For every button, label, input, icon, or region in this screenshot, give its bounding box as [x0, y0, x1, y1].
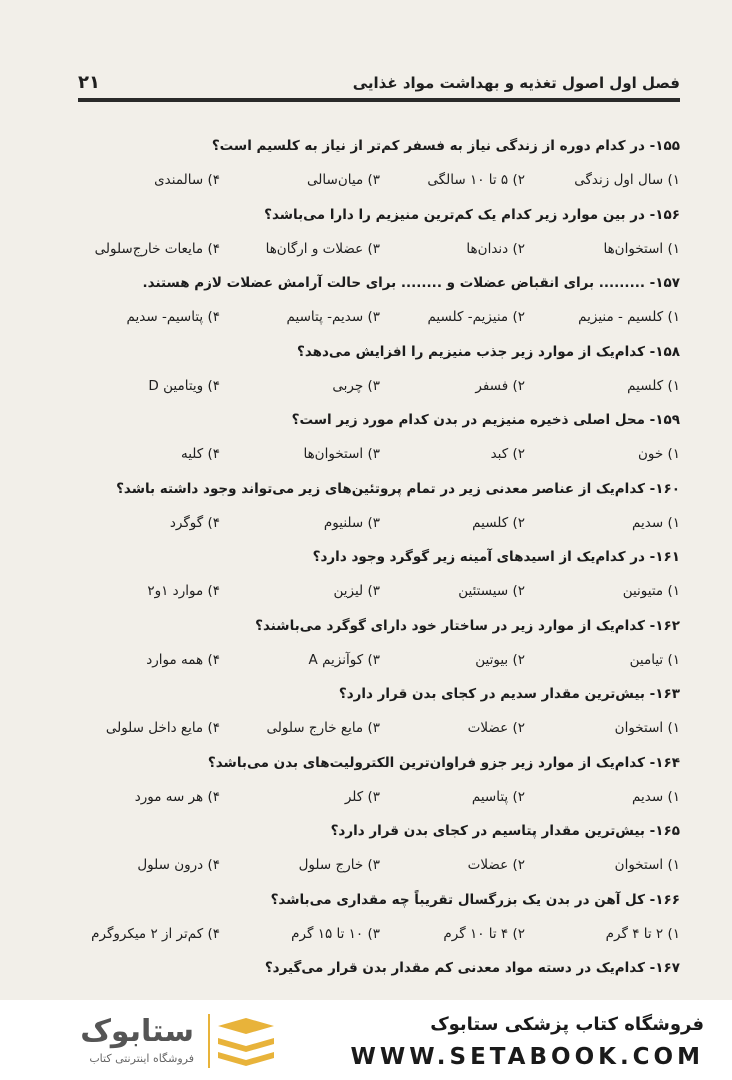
store-url[interactable]: WWW.SETABOOK.COM: [350, 1044, 704, 1070]
store-name: فروشگاه کتاب پزشکی ستابوک: [430, 1014, 704, 1035]
answer-option: ۴) همه موارد: [146, 651, 220, 668]
question-item: [40, 412, 680, 481]
question-item: [40, 618, 680, 687]
question-item: [40, 275, 680, 344]
answer-options: [40, 241, 680, 261]
answer-option: ۴) کم‌تر از ۲ میکروگرم: [91, 925, 220, 942]
answer-option: ۳) لیزین: [333, 583, 380, 599]
question-text: ۱۵۵- در کدام دوره از زندگی نیاز به فسفر کم‌تر از نیاز به کلسیم است؟: [211, 138, 680, 154]
question-item: [40, 755, 680, 824]
answer-option: ۴) مایع داخل سلولی: [105, 720, 220, 736]
question-item: [40, 549, 680, 618]
logo-wordmark: ستابوک: [80, 1014, 194, 1049]
answer-option: ۴) ویتامین D: [148, 377, 220, 394]
answer-option: ۱) سال اول زندگی: [574, 172, 680, 188]
answer-option: ۱) کلسیم - منیزیم: [578, 309, 680, 325]
answer-options: [40, 309, 680, 329]
question-item: [40, 344, 680, 413]
answer-options: [40, 515, 680, 535]
answer-options: [40, 789, 680, 809]
answer-option: ۴) درون سلول: [137, 857, 220, 873]
logo-tagline: فروشگاه اینترنتی کتاب: [89, 1052, 194, 1065]
answer-option: ۱) استخوان: [614, 720, 680, 736]
page-number: ۲۱: [78, 72, 100, 93]
question-list: [40, 138, 680, 980]
answer-option: ۳) کوآنزیم A: [308, 651, 380, 668]
answer-option: ۴) کلیه: [180, 446, 220, 462]
answer-option: ۲) کلسیم: [472, 514, 525, 531]
question-text: ۱۶۳- بیش‌ترین مقدار سدیم در کجای بدن قرار دارد؟: [338, 686, 680, 702]
answer-option: ۴) هر سه مورد: [134, 788, 220, 805]
store-logo[interactable]: [14, 1014, 194, 1070]
question-text: ۱۵۷- ......... برای انقباض عضلات و ........ برای حالت آرامش عضلات لازم هستند.: [142, 275, 680, 291]
answer-options: [40, 583, 680, 603]
answer-option: ۲) ۴ تا ۱۰ گرم: [443, 925, 525, 942]
answer-option: ۳) عضلات و ارگان‌ها: [265, 240, 380, 257]
answer-option: ۱) کلسیم: [627, 377, 680, 394]
chapter-title: فصل اول اصول تغذیه و بهداشت مواد غذایی: [352, 74, 680, 92]
question-item: [40, 686, 680, 755]
answer-option: ۲) منیزیم- کلسیم: [427, 309, 525, 325]
answer-option: ۲) پتاسیم: [471, 788, 525, 805]
question-item: [40, 892, 680, 961]
answer-option: ۳) سدیم- پتاسیم: [286, 309, 380, 325]
question-item: [40, 960, 680, 980]
answer-option: ۱) استخوان‌ها: [603, 240, 680, 257]
answer-options: [40, 720, 680, 740]
question-text: ۱۶۴- کدام‌یک از موارد زیر جزو فراوان‌ترین الکترولیت‌های بدن می‌باشد؟: [207, 754, 680, 771]
question-item: [40, 481, 680, 550]
question-item: [40, 207, 680, 276]
answer-options: [40, 378, 680, 398]
answer-option: ۱) استخوان: [614, 857, 680, 873]
answer-option: ۱) خون: [637, 446, 680, 462]
answer-option: ۱) متیونین: [622, 583, 680, 599]
question-item: [40, 823, 680, 892]
question-text: ۱۶۰- کدام‌یک از عناصر معدنی زیر در تمام پروتئین‌های زیر می‌تواند وجود داشته باشد؟: [116, 480, 680, 497]
answer-option: ۲) ۵ تا ۱۰ سالگی: [427, 172, 525, 188]
answer-option: ۳) ۱۰ تا ۱۵ گرم: [291, 925, 380, 942]
answer-option: ۴) مایعات خارج‌سلولی: [94, 240, 220, 257]
answer-option: ۱) تیامین: [629, 651, 680, 668]
book-stack-icon: [214, 1016, 278, 1068]
answer-option: ۲) عضلات: [467, 720, 525, 736]
store-banner: [0, 1000, 732, 1080]
answer-options: [40, 857, 680, 877]
answer-option: ۴) پتاسیم- سدیم: [126, 309, 220, 325]
banner-divider: [208, 1014, 210, 1068]
question-text: ۱۵۶- در بین موارد زیر کدام یک کم‌ترین منیزیم را دارا می‌باشد؟: [264, 206, 680, 223]
answer-option: ۳) میان‌سالی: [307, 172, 380, 188]
question-text: ۱۶۵- بیش‌ترین مقدار پتاسیم در کجای بدن قرار دارد؟: [330, 823, 680, 839]
question-text: ۱۶۲- کدام‌یک از موارد زیر در ساختار خود دارای گوگرد می‌باشند؟: [255, 617, 680, 634]
question-text: ۱۶۶- کل آهن در بدن یک بزرگسال تقریباً چه مقداری می‌باشد؟: [270, 891, 680, 908]
answer-option: ۳) سلنیوم: [323, 514, 380, 531]
page-header: [78, 72, 680, 98]
answer-option: ۲) عضلات: [467, 857, 525, 873]
answer-option: ۳) کلر: [344, 788, 380, 805]
answer-options: [40, 446, 680, 466]
answer-option: ۳) خارج سلول: [298, 857, 380, 873]
question-text: ۱۶۱- در کدام‌یک از اسیدهای آمینه زیر گوگرد وجود دارد؟: [312, 549, 680, 565]
answer-option: ۱) سدیم: [632, 514, 680, 531]
answer-option: ۱) سدیم: [632, 788, 680, 805]
answer-option: ۱) ۲ تا ۴ گرم: [605, 925, 680, 942]
answer-option: ۲) فسفر: [475, 377, 525, 394]
answer-option: ۴) گوگرد: [169, 514, 220, 531]
question-item: [40, 138, 680, 207]
answer-option: ۳) چربی: [332, 377, 380, 394]
answer-option: ۴) سالمندی: [154, 172, 220, 188]
question-text: ۱۵۸- کدام‌یک از موارد زیر جذب منیزیم را افزایش می‌دهد؟: [297, 343, 680, 360]
answer-options: [40, 926, 680, 946]
answer-option: ۳) مایع خارج سلولی: [266, 720, 380, 736]
answer-option: ۲) سیستئین: [458, 583, 525, 599]
answer-option: ۴) موارد ۱و۲: [147, 583, 220, 599]
answer-option: ۳) استخوان‌ها: [303, 446, 380, 462]
question-text: ۱۵۹- محل اصلی ذخیره منیزیم در بدن کدام مورد زیر است؟: [291, 412, 680, 428]
answer-option: ۲) بیوتین: [475, 651, 525, 668]
answer-option: ۲) دندان‌ها: [466, 240, 525, 257]
question-text: ۱۶۷- کدام‌یک در دسته مواد معدنی کم مقدار بدن قرار می‌گیرد؟: [264, 960, 680, 976]
header-rule: [78, 98, 680, 102]
answer-options: [40, 172, 680, 192]
answer-options: [40, 652, 680, 672]
answer-option: ۲) کبد: [490, 446, 525, 462]
